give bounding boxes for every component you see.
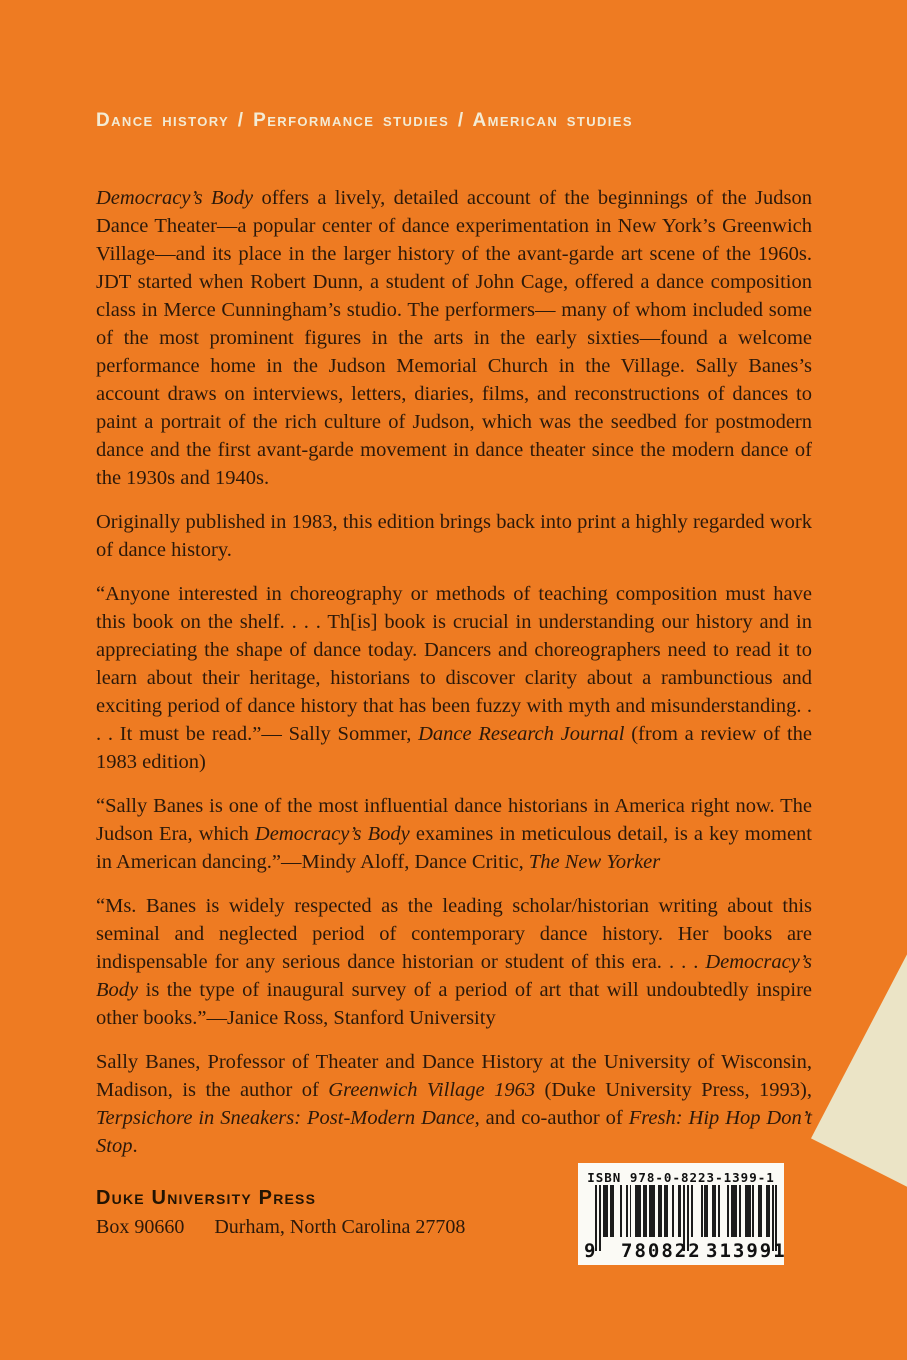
publisher-address [96, 1215, 465, 1239]
barcode-digit-lead: 9 [584, 1240, 598, 1262]
barcode-digit-group1: 780822 [621, 1240, 702, 1262]
publisher-city: Durham, North Carolina 27708 [214, 1216, 466, 1238]
publisher-po-box: Box 90660 [96, 1216, 185, 1238]
barcode-digit-group2: 313991 [706, 1240, 787, 1262]
blurb-paragraph: Democracy’s Body offers a lively, detailed account of the beginnings of the Judson Dance Theater—a popular center of dance experimentation in New York’s Greenwich Village—and its place in the larger history of the avant-garde art scene of the 1960s. JDT started when Robert Dunn, a student of John Cage, offered a dance composition class in Merce Cunningham’s studio. The performers— many of whom included some of the most prominent figures in the arts in the early sixties—found a welcome performance home in the Judson Memorial Church in the Village. Sally Banes’s account draws on interviews, letters, diaries, films, and reconstructions of dances to paint a portrait of the rich culture of Judson, which was the seedbed for postmodern dance and the first avant-garde movement in dance theater since the modern dance of the 1930s and 1940s. [96, 187, 812, 489]
category-header: Dance history / Performance studies / American studies [96, 110, 633, 131]
review-quote-sommer: “Anyone interested in choreography or methods of teaching composition must have this book on the shelf. . . . Th[is] book is crucial in understanding our history and in appreciating the shape of dance today. Dancers and choreographers need to read it to learn about their heritage, historians to discover clarity about a rambunctious and exciting period of dance history that has been fuzzy with myth and misunderstanding. . . . It must be read.”— Sally Sommer, Dance Research Journal (from a review of the 1983 edition) [96, 583, 812, 773]
edition-note: Originally published in 1983, this edition brings back into print a highly regarded work of dance history. [96, 511, 812, 561]
background-page-corner [811, 952, 907, 1194]
publisher-name: Duke University Press [96, 1187, 317, 1209]
cover-text-column [96, 110, 812, 1160]
barcode [578, 1163, 787, 1265]
review-quote-ross: “Ms. Banes is widely respected as the leading scholar/historian writing about this seminal and neglected period of contemporary dance history. Her books are indispensable for any serious dance historian or student of this era. . . . Democracy’s Body is the type of inaugural survey of a period of art that will undoubtedly inspire other books.”—Janice Ross, Stanford University [96, 895, 812, 1029]
blurb-section [96, 184, 812, 1160]
author-bio: Sally Banes, Professor of Theater and Dance History at the University of Wisconsin, Madison, is the author of Greenwich Village 1963 (Duke University Press, 1993), Terpsichore in Sneakers: Post-Modern Dance, and co-author of Fresh: Hip Hop Don’t Stop. [96, 1051, 813, 1157]
review-quote-aloff: “Sally Banes is one of the most influential dance historians in America right now. The Judson Era, which Democracy’s Body examines in meticulous detail, is a key moment in American dancing.”—Mindy Aloff, Dance Critic, The New Yorker [96, 795, 812, 873]
isbn-label: ISBN 978-0-8223-1399-1 [587, 1170, 775, 1185]
barcode-digits [578, 1240, 787, 1262]
publisher-block [96, 1186, 465, 1239]
